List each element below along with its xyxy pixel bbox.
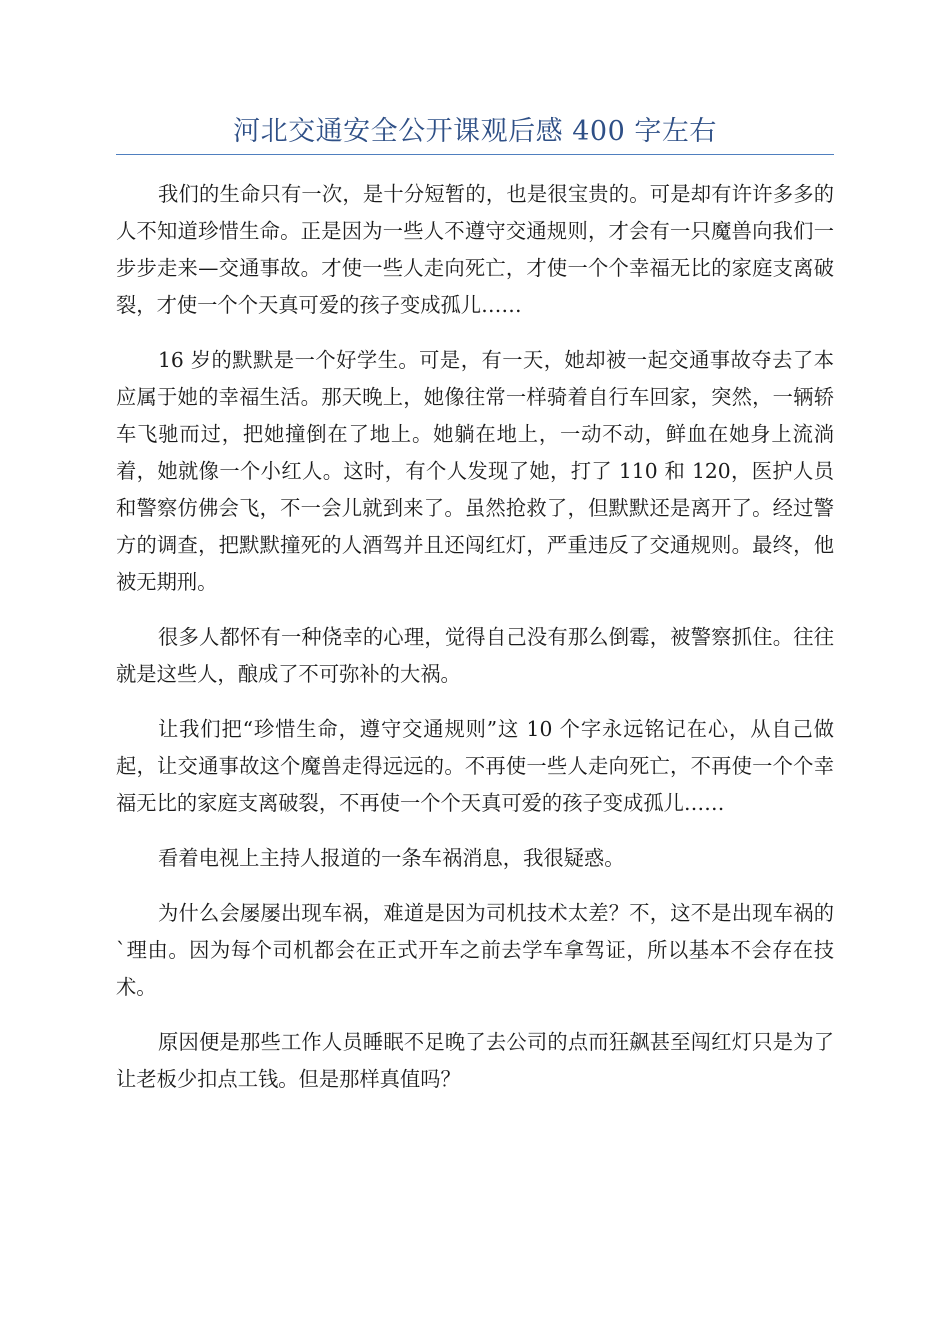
paragraph: 看着电视上主持人报道的一条车祸消息，我很疑惑。 [158,846,625,870]
document-title: 河北交通安全公开课观后感 400 字左右 [233,116,717,147]
title-underline [116,154,834,155]
paragraph: 原因便是那些工作人员睡眠不足晚了去公司的点而狂飙甚至闯红灯只是为了让老板少扣点工钱。但是那样真值吗？ [116,1030,834,1091]
paragraph: 16 岁的默默是一个好学生。可是，有一天，她却被一起交通事故夺去了本应属于她的幸福生活。那天晚上，她像往常一样骑着自行车回家，突然，一辆轿车飞驰而过，把她撞倒在了地上。她躺在地上，一动不动，鲜血在她身上流淌着，她就像一个小红人。这时，有个人发现了她，打了 110 和 120，医护人员和警察仿佛会飞，不一会儿就到来了。虽然抢救了，但默默还是离开了。经过警方的调查，把默默撞死的人酒驾并且还闯红灯，严重违反了交通规则。最终，他被无期刑。 [116,348,834,594]
paragraph: 为什么会屡屡出现车祸，难道是因为司机技术太差？不，这不是出现车祸的`理由。因为每个司机都会在正式开车之前去学车拿驾证，所以基本不会存在技术。 [116,901,834,999]
paragraph: 我们的生命只有一次，是十分短暂的，也是很宝贵的。可是却有许许多多的人不知道珍惜生命。正是因为一些人不遵守交通规则，才会有一只魔兽向我们一步步走来—交通事故。才使一些人走向死亡，才使一个个幸福无比的家庭支离破裂，才使一个个天真可爱的孩子变成孤儿…… [116,182,834,317]
document-body [116,176,834,1116]
paragraph: 很多人都怀有一种侥幸的心理，觉得自己没有那么倒霉，被警察抓住。往往就是这些人，酿成了不可弥补的大祸。 [116,625,834,686]
paragraph: 让我们把“珍惜生命，遵守交通规则”这 10 个字永远铭记在心，从自己做起，让交通事故这个魔兽走得远远的。不再使一些人走向死亡，不再使一个个幸福无比的家庭支离破裂，不再使一个个天真可爱的孩子变成孤儿…… [116,717,834,815]
